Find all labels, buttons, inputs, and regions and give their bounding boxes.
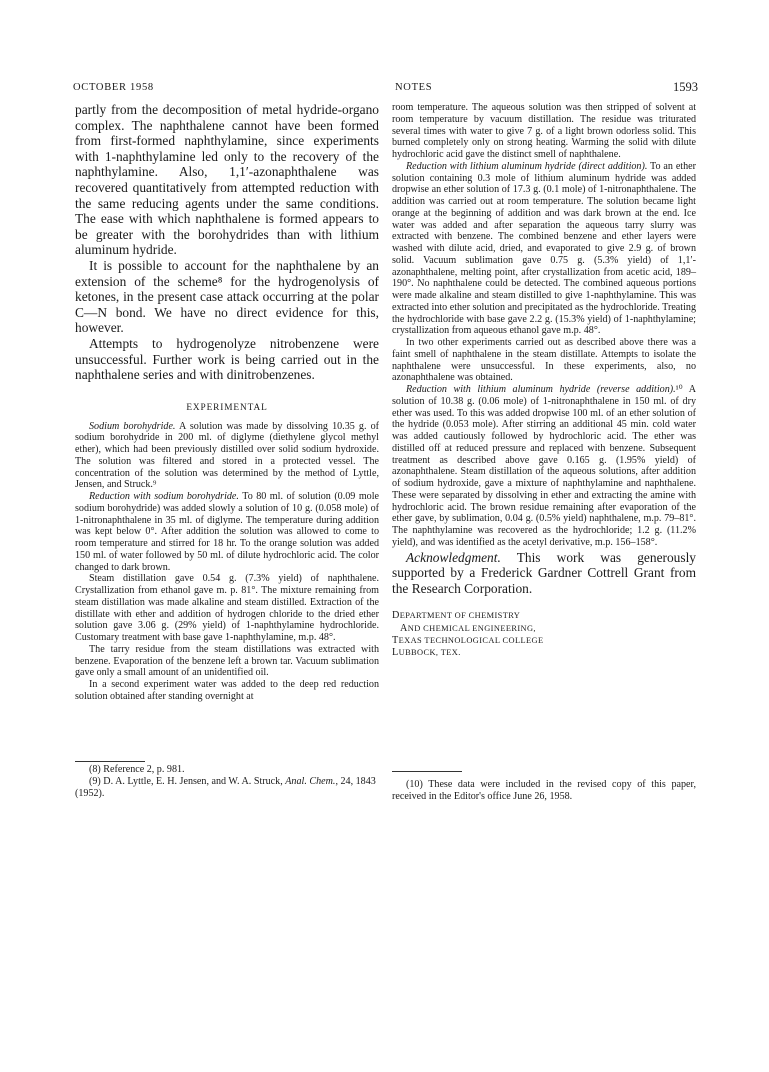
author-affiliation — [392, 610, 696, 659]
intro-paragraph: partly from the decomposition of metal hydride-organo complex. The naphthalene cannot have been formed from first-formed naphthylamine, since experiments with 1-naphthylamine led only to the recovery of the naphthylamine. Also, 1,1′-azonaphthalene was recovered quantitatively from attempted reduction with the same reducing agents under the same conditions. The ease with which naphthalene is formed appears to be greater with the borohydrides than with lithium aluminum hydride. — [75, 102, 379, 258]
steam-distillation-paragraph: Steam distillation gave 0.54 g. (7.3% yield) of naphthalene. Crystallization from ethanol gave m. p. 81°. The mixture remaining from steam distillation was made alkaline and steam distilled. Extraction of the distillate with ether and addition of hydrogen chloride to the dried ether solution gave 3.06 g. (29% yield) of 1-naphthylamine hydrochloride. Customary treatment with base gave 1-naphthylamine, m.p. 48°. — [75, 573, 379, 644]
footnote-rule-right — [392, 771, 462, 772]
footnote-9-citation: , 24, 1843 (1952). — [75, 775, 376, 799]
right-column — [392, 102, 696, 659]
reduction-sodium-paragraph — [75, 491, 379, 573]
footnotes-left — [75, 764, 379, 799]
lah-reverse-paragraph — [392, 384, 696, 549]
affiliation-line-3: TEXAS TECHNOLOGICAL COLLEGE — [392, 634, 544, 646]
reduction-sodium-text: To 80 ml. of solution (0.09 mole sodium borohydride) was added slowly a solution of 10 g. (0.058 mole) of 1-nitronaphthalene in 35 ml. of diglyme. The temperature during addition was kept below 0°. After addition the solution was allowed to come to room temperature and stirred for 18 hr. To the orange solution was added 150 ml. of water followed by 50 ml. of dilute hydrochloric acid. The color changed to dark brown. — [75, 491, 379, 573]
sodium-borohydride-title: Sodium borohydride. — [89, 420, 176, 432]
footnote-9-authors: (9) D. A. Lyttle, E. H. Jensen, and W. A. Struck, — [89, 775, 286, 787]
acknowledgment-paragraph — [392, 550, 696, 597]
continued-paragraph: room temperature. The aqueous solution was then stripped of solvent at room temperature by vacuum distillation. The residue was triturated several times with water to give 7 g. of a light brown odorless solid. This burned completely only on strong heating. Warming the solid with dilute hydrochloric acid gave the distinct smell of naphthalene. — [392, 102, 696, 160]
header-section: NOTES — [395, 82, 433, 93]
acknowledgment-title: Acknowledgment. — [406, 549, 501, 565]
page-number: 1593 — [673, 80, 698, 94]
left-column — [75, 102, 379, 703]
reduction-sodium-title: Reduction with sodium borohydride. — [89, 491, 239, 503]
running-header — [73, 82, 698, 98]
lah-direct-paragraph — [392, 161, 696, 337]
further-work-paragraph: Attempts to hydrogenolyze nitrobenzene were unsuccessful. Further work is being carried out in the naphthalene series and with dinitrobenzenes. — [75, 335, 379, 383]
section-heading-experimental: EXPERIMENTAL — [186, 402, 268, 413]
acknowledgment-text: This work was generously supported by a Frederick Gardner Cottrell Grant from the Research Corporation. — [392, 549, 696, 596]
lah-direct-title: Reduction with lithium aluminum hydride (direct addition). — [406, 160, 648, 172]
header-date: OCTOBER 1958 — [73, 82, 154, 93]
affiliation-line-1: DEPARTMENT OF CHEMISTRY — [392, 610, 521, 622]
lah-direct-text: To an ether solution containing 0.3 mole of lithium aluminum hydride was added dropwise an ether solution of 17.3 g. (0.1 mole) of 1-nitronaphthalene. The addition was carried out at room temperature. The solution became light orange at the beginning of addition and was dark brown at the end. Ice water was added and after separation the aqueous tarry slurry was extracted with benzene. The combined benzene and ether layers were washed with dilute acid, dried, and evaporated to give 2.9 g. of brown solid. Vacuum sublimation gave 0.75 g. (5.3% yield) of 1,1′-azonaphthalene, melting point, after crystallization from acetic acid, 189–190°. No naphthalene could be detected. The combined aqueous portions were made alkaline and steam distilled to give 1-naphthylamine. This was extracted into ether solution and precipitated as the hydrochloride. Treating the hydrochloride with base gave 2.2 g. (15.3% yield) of 1-naphthylamine; crystallization from aqueous ethanol gave m.p. 48°. — [392, 160, 696, 337]
lah-reverse-title: Reduction with lithium aluminum hydride (reverse addition). — [406, 384, 676, 395]
sodium-borohydride-paragraph — [75, 421, 379, 492]
footnote-rule-left — [75, 761, 145, 762]
footnote-8: (8) Reference 2, p. 981. — [89, 764, 185, 775]
mechanism-paragraph: It is possible to account for the naphthalene by an extension of the scheme⁸ for the hydrogenolysis of ketones, in the present case attack occurring at the polar C—N bond. We have no direct evidence for this, however. — [75, 257, 379, 336]
two-other-experiments-paragraph: In two other experiments carried out as described above there was a faint smell of naphthalene in the steam distillate. Attempts to isolate the naphthalene were unsuccessful. In these experiments, also, no azonaphthalene was obtained. — [392, 337, 696, 384]
second-experiment-paragraph: In a second experiment water was added to the deep red reduction solution obtained after standing overnight at — [75, 679, 379, 702]
affiliation-line-2: AND CHEMICAL ENGINEERING, — [400, 622, 536, 634]
sodium-borohydride-text: A solution was made by dissolving 10.35 g. of sodium borohydride in 200 ml. of diglyme (diethylene glycol methyl ether), which had been previously distilled over solid sodium hydroxide. The solution was filtered and stored in a protected vessel. The concentration of the solution was determined by the method of Lyttle, Jensen, and Struck.⁹ — [75, 420, 379, 491]
affiliation-line-4: LUBBOCK, TEX. — [392, 647, 461, 659]
footnotes-right — [392, 779, 696, 803]
lah-reverse-text: A solution of 10.38 g. (0.06 mole) of 1-nitronaphthalene in 150 ml. of dry ether was used. To this was added dropwise 100 ml. of an ether solution of the hydride (0.053 mole). After stirring an additional 45 min. cold water was added cautiously followed by hydrochloric acid. The ether was distilled off at reduced pressure and replaced with benzene. Subsequent treatment as described above gave 0.165 g. (1.95% yield) of azonaphthalene. Steam distillation of the aqueous solutions, after addition of sodium hydroxide, gave a mixture of naphthylamine and naphthalene. These were separated by dissolving in ether and extracting the amine with hydrochloric acid. The brown residue remaining after evaporation of the ether gave, by sublimation, 0.04 g. (0.5% yield) naphthalene, m.p. 79–81°. The naphthylamine was recovered as the hydrochloride; 1.2 g. (11.2% yield), and was identified as the acetyl derivative, m.p. 156–158°. — [392, 384, 696, 548]
tarry-residue-paragraph: The tarry residue from the steam distillations was extracted with benzene. Evaporation of the benzene left a brown tar. Vacuum sublimation gave only a small amount of an unidentified oil. — [75, 643, 379, 679]
footnote-9 — [75, 776, 379, 800]
footnote-ref-10: ¹⁰ — [675, 384, 683, 395]
footnote-10: (10) These data were included in the revised copy of this paper, received in the Editor's office June 26, 1958. — [392, 779, 696, 802]
footnote-9-journal: Anal. Chem. — [285, 775, 336, 787]
